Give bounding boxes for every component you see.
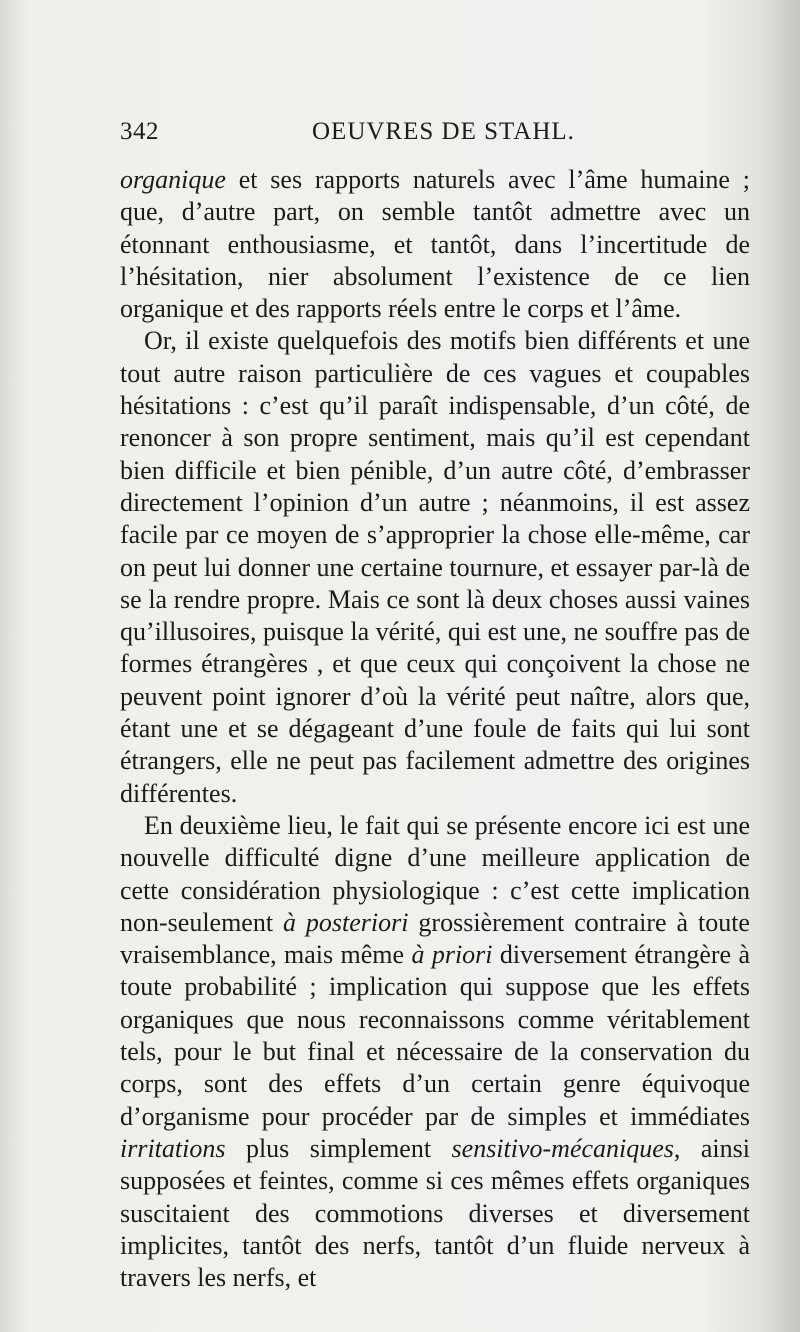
body-text — [120, 164, 750, 1294]
text-span: à priori — [411, 940, 493, 970]
text-span: plus simplement — [225, 1133, 452, 1163]
page-number: 342 — [120, 118, 159, 145]
text-span: grossièrement contraire à toute vraisemblance, mais même — [120, 907, 750, 970]
text-span: , ainsi supposées et feintes, comme si ces mêmes effets organiques suscitaient des commotions diverses et diversement implicites, tantôt des nerfs, tantôt d’un fluide nerveux à travers les nerfs, et — [120, 1133, 750, 1293]
text-span: En deuxième lieu, le fait qui se présente encore ici est une nouvelle difficulté digne d’une meilleure application de cette considération physiologique : c’est cette implication non-seulement — [120, 810, 750, 937]
text-span: irritations — [120, 1133, 226, 1163]
page-header — [120, 118, 750, 150]
text-span: organique — [120, 165, 226, 194]
text-span: sensitivo-mécaniques — [451, 1133, 674, 1163]
text-span: et ses rapports naturels avec l’âme humaine ; que, d’autre part, on semble tantôt admettre avec un étonnant enthousiasme, et tantôt, dans l’incertitude de l’hésitation, nier absolument l’existence de ce lien organique et des rapports réels entre le corps et l’âme. — [120, 165, 750, 324]
paragraph-2 — [120, 325, 750, 809]
paragraph-1 — [120, 164, 750, 325]
running-title: OEUVRES DE STAHL. — [312, 118, 575, 145]
paragraph-3 — [120, 810, 750, 1294]
text-span: diversement étrangère à toute probabilité ; implication qui suppose que les effets organiques que nous reconnaissons comme véritablement tels, pour le but final et nécessaire de la conservation du corps, sont des effets d’un certain genre équivoque d’organisme pour procéder par de simples et immédiates — [120, 940, 751, 1131]
text-span: à posteriori — [283, 907, 409, 937]
text-span: Or, il existe quelquefois des motifs bien différents et une tout autre raison particulière de ces vagues et coupables hésitations : c’est qu’il paraît indispensable, d’un côté, de renoncer à son propre sentiment, mais qu’il est cependant bien difficile et bien pénible, d’un autre côté, d’embrasser directement l’opinion d’un autre ; néanmoins, il est assez facile par ce moyen de s’approprier la chose elle-même, car on peut lui donner une certaine tournure, et essayer par-là de se la rendre propre. Mais ce sont là deux choses aussi vaines qu’illusoires, puisque la vérité, qui est une, ne souffre pas de formes étrangères , et que ceux qui conçoivent la chose ne peuvent point ignorer d’où la vérité peut naître, alors que, étant une et se dégageant d’une foule de faits qui lui sont étrangers, elle ne peut pas facilement admettre des origines différentes. — [120, 326, 750, 808]
